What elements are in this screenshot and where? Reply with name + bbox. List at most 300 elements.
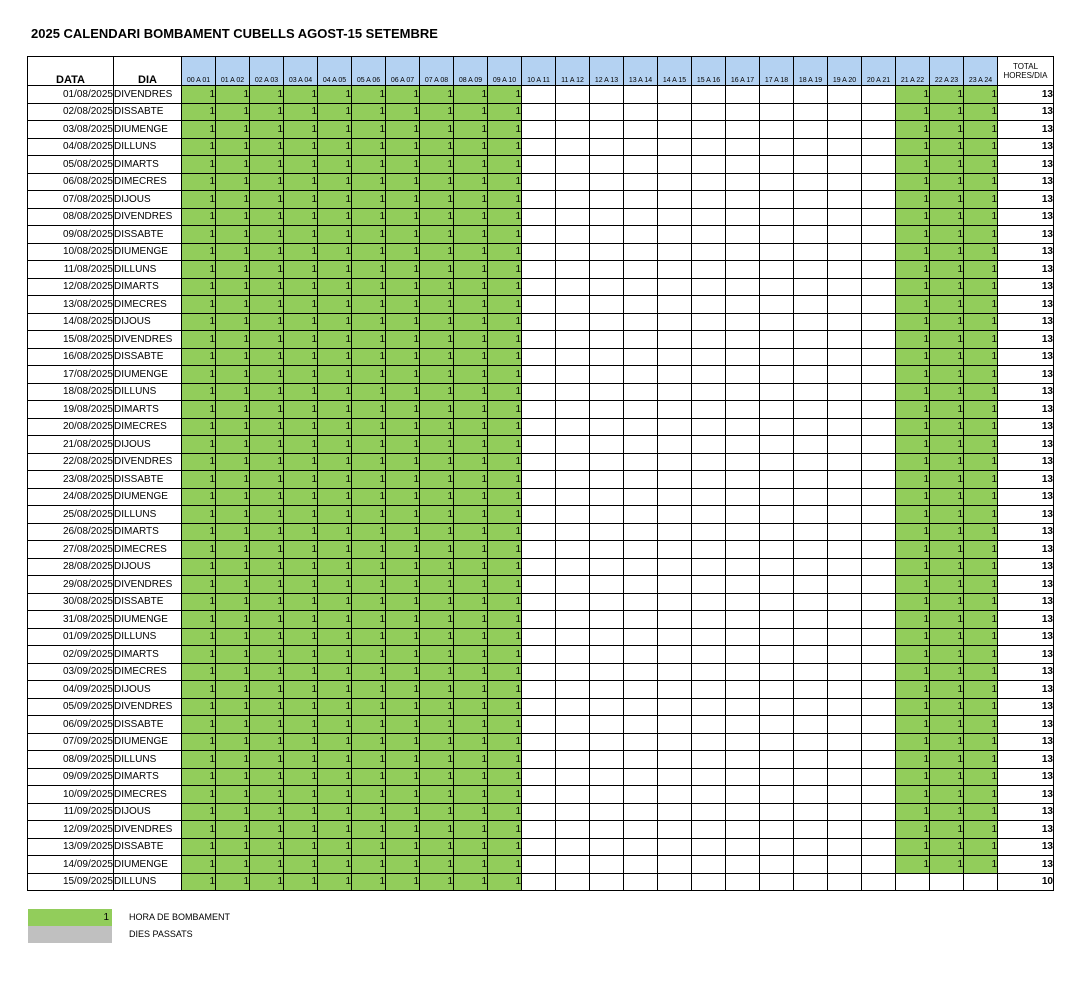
day-cell[interactable]: DIMECRES [114,418,182,436]
hour-cell[interactable]: 1 [454,646,488,664]
hour-cell[interactable]: 1 [896,646,930,664]
hour-cell[interactable] [590,331,624,349]
hour-cell[interactable] [760,751,794,769]
hour-cell[interactable] [658,541,692,559]
hour-cell[interactable]: 1 [318,348,352,366]
hour-cell[interactable]: 1 [488,593,522,611]
hour-cell[interactable]: 1 [896,681,930,699]
hour-cell[interactable] [590,103,624,121]
hour-cell[interactable] [828,401,862,419]
hour-cell[interactable]: 1 [318,716,352,734]
total-hours-cell[interactable]: 13 [998,138,1054,156]
hour-cell[interactable] [794,856,828,874]
hour-cell[interactable]: 1 [896,506,930,524]
hour-cell[interactable]: 1 [896,103,930,121]
hour-cell[interactable]: 1 [318,121,352,139]
hour-cell[interactable]: 1 [454,488,488,506]
hour-cell[interactable]: 1 [420,471,454,489]
hour-cell[interactable] [522,733,556,751]
hour-cell[interactable] [658,121,692,139]
hour-cell[interactable] [794,821,828,839]
hour-cell[interactable] [624,541,658,559]
hour-cell[interactable]: 1 [896,733,930,751]
hour-cell[interactable] [862,698,896,716]
hour-cell[interactable]: 1 [964,453,998,471]
hour-cell[interactable]: 1 [216,506,250,524]
hour-cell[interactable]: 1 [420,558,454,576]
hour-cell[interactable]: 1 [182,856,216,874]
hour-cell[interactable] [522,873,556,891]
total-hours-cell[interactable]: 13 [998,576,1054,594]
hour-cell[interactable] [556,86,590,104]
hour-cell[interactable]: 1 [930,103,964,121]
hour-cell[interactable]: 1 [182,313,216,331]
hour-cell[interactable] [794,243,828,261]
hour-cell[interactable]: 1 [454,786,488,804]
hour-cell[interactable]: 1 [930,261,964,279]
hour-cell[interactable]: 1 [454,506,488,524]
hour-cell[interactable]: 1 [352,593,386,611]
hour-cell[interactable]: 1 [930,453,964,471]
hour-cell[interactable]: 1 [454,156,488,174]
hour-cell[interactable] [828,173,862,191]
hour-cell[interactable] [624,506,658,524]
hour-cell[interactable] [794,751,828,769]
hour-cell[interactable] [726,296,760,314]
hour-cell[interactable] [862,366,896,384]
hour-cell[interactable]: 1 [284,296,318,314]
hour-cell[interactable] [828,296,862,314]
hour-cell[interactable] [522,313,556,331]
hour-cell[interactable] [522,173,556,191]
hour-cell[interactable] [692,296,726,314]
hour-cell[interactable]: 1 [284,786,318,804]
hour-cell[interactable] [828,243,862,261]
hour-cell[interactable] [726,821,760,839]
hour-cell[interactable]: 1 [284,173,318,191]
hour-cell[interactable]: 1 [930,191,964,209]
hour-cell[interactable]: 1 [250,821,284,839]
hour-cell[interactable]: 1 [284,313,318,331]
hour-cell[interactable] [590,348,624,366]
hour-cell[interactable] [760,558,794,576]
hour-cell[interactable] [590,786,624,804]
hour-cell[interactable]: 1 [284,576,318,594]
hour-cell[interactable]: 1 [964,698,998,716]
date-cell[interactable]: 12/08/2025 [28,278,114,296]
hour-cell[interactable] [522,821,556,839]
total-hours-cell[interactable]: 13 [998,366,1054,384]
hour-cell[interactable] [760,856,794,874]
hour-cell[interactable]: 1 [964,541,998,559]
hour-cell[interactable]: 1 [896,663,930,681]
hour-cell[interactable]: 1 [352,173,386,191]
hour-cell[interactable]: 1 [352,681,386,699]
hour-cell[interactable] [862,261,896,279]
hour-cell[interactable]: 1 [182,261,216,279]
hour-cell[interactable]: 1 [488,313,522,331]
hour-cell[interactable]: 1 [386,821,420,839]
hour-cell[interactable]: 1 [216,243,250,261]
hour-cell[interactable] [794,733,828,751]
day-cell[interactable]: DIVENDRES [114,453,182,471]
hour-cell[interactable]: 1 [488,523,522,541]
hour-cell[interactable]: 1 [250,751,284,769]
total-hours-cell[interactable]: 13 [998,156,1054,174]
hour-cell[interactable]: 1 [318,733,352,751]
hour-cell[interactable] [828,488,862,506]
hour-cell[interactable] [590,313,624,331]
hour-cell[interactable]: 1 [216,838,250,856]
hour-cell[interactable]: 1 [488,821,522,839]
hour-cell[interactable] [862,243,896,261]
hour-cell[interactable] [590,278,624,296]
hour-cell[interactable]: 1 [420,611,454,629]
hour-cell[interactable] [556,733,590,751]
hour-cell[interactable]: 1 [930,506,964,524]
day-cell[interactable]: DILLUNS [114,506,182,524]
hour-cell[interactable] [862,208,896,226]
hour-cell[interactable] [726,138,760,156]
hour-cell[interactable] [726,768,760,786]
hour-cell[interactable] [828,698,862,716]
hour-cell[interactable] [692,663,726,681]
hour-cell[interactable] [862,786,896,804]
hour-cell[interactable]: 1 [386,86,420,104]
hour-cell[interactable]: 1 [216,331,250,349]
day-cell[interactable]: DISSABTE [114,471,182,489]
total-hours-cell[interactable]: 13 [998,331,1054,349]
hour-cell[interactable]: 1 [182,786,216,804]
hour-cell[interactable]: 1 [352,803,386,821]
hour-cell[interactable] [590,558,624,576]
hour-cell[interactable] [658,628,692,646]
hour-cell[interactable]: 1 [896,296,930,314]
hour-cell[interactable] [794,313,828,331]
hour-cell[interactable]: 1 [930,751,964,769]
hour-cell[interactable] [828,103,862,121]
hour-cell[interactable] [760,418,794,436]
hour-cell[interactable] [760,576,794,594]
hour-cell[interactable]: 1 [352,331,386,349]
hour-cell[interactable]: 1 [352,313,386,331]
total-hours-cell[interactable]: 13 [998,523,1054,541]
hour-cell[interactable]: 1 [318,278,352,296]
hour-cell[interactable] [522,471,556,489]
hour-cell[interactable]: 1 [284,663,318,681]
hour-cell[interactable] [692,611,726,629]
hour-cell[interactable]: 1 [182,541,216,559]
hour-cell[interactable] [590,541,624,559]
hour-cell[interactable]: 1 [930,856,964,874]
hour-cell[interactable]: 1 [420,786,454,804]
hour-cell[interactable] [624,156,658,174]
date-cell[interactable]: 27/08/2025 [28,541,114,559]
total-hours-cell[interactable]: 13 [998,383,1054,401]
hour-cell[interactable] [692,523,726,541]
hour-cell[interactable] [828,453,862,471]
hour-cell[interactable] [556,768,590,786]
hour-cell[interactable] [794,138,828,156]
hour-cell[interactable] [522,681,556,699]
hour-cell[interactable] [624,208,658,226]
hour-cell[interactable] [556,296,590,314]
date-cell[interactable]: 31/08/2025 [28,611,114,629]
hour-cell[interactable]: 1 [896,278,930,296]
hour-cell[interactable]: 1 [488,576,522,594]
hour-cell[interactable]: 1 [964,121,998,139]
hour-cell[interactable] [692,348,726,366]
hour-cell[interactable] [828,751,862,769]
hour-cell[interactable] [658,576,692,594]
hour-cell[interactable] [556,103,590,121]
hour-cell[interactable]: 1 [930,366,964,384]
hour-cell[interactable]: 1 [182,663,216,681]
hour-cell[interactable] [590,873,624,891]
hour-cell[interactable]: 1 [250,226,284,244]
hour-cell[interactable]: 1 [216,751,250,769]
total-hours-cell[interactable]: 13 [998,471,1054,489]
date-cell[interactable]: 07/08/2025 [28,191,114,209]
hour-cell[interactable]: 1 [386,471,420,489]
hour-cell[interactable]: 1 [964,138,998,156]
hour-cell[interactable] [658,821,692,839]
hour-cell[interactable] [522,331,556,349]
hour-cell[interactable]: 1 [488,751,522,769]
hour-cell[interactable]: 1 [420,646,454,664]
hour-cell[interactable] [624,523,658,541]
hour-cell[interactable] [658,716,692,734]
hour-cell[interactable]: 1 [454,208,488,226]
hour-cell[interactable] [692,803,726,821]
hour-cell[interactable]: 1 [964,558,998,576]
hour-cell[interactable] [658,856,692,874]
hour-cell[interactable] [658,646,692,664]
total-hours-cell[interactable]: 13 [998,628,1054,646]
hour-cell[interactable]: 1 [896,208,930,226]
hour-cell[interactable] [794,716,828,734]
hour-cell[interactable] [828,191,862,209]
hour-cell[interactable]: 1 [930,173,964,191]
hour-cell[interactable] [726,366,760,384]
hour-cell[interactable]: 1 [964,751,998,769]
date-cell[interactable]: 29/08/2025 [28,576,114,594]
hour-cell[interactable]: 1 [250,663,284,681]
hour-cell[interactable]: 1 [488,121,522,139]
hour-cell[interactable] [658,838,692,856]
hour-cell[interactable] [760,628,794,646]
hour-cell[interactable] [522,261,556,279]
hour-cell[interactable]: 1 [284,138,318,156]
date-cell[interactable]: 14/08/2025 [28,313,114,331]
hour-cell[interactable]: 1 [454,243,488,261]
hour-cell[interactable] [556,226,590,244]
date-cell[interactable]: 06/08/2025 [28,173,114,191]
total-hours-cell[interactable]: 13 [998,506,1054,524]
hour-cell[interactable] [828,768,862,786]
hour-cell[interactable]: 1 [352,226,386,244]
date-cell[interactable]: 25/08/2025 [28,506,114,524]
hour-cell[interactable]: 1 [454,873,488,891]
hour-cell[interactable] [726,803,760,821]
hour-cell[interactable] [862,593,896,611]
hour-cell[interactable]: 1 [250,768,284,786]
hour-cell[interactable] [760,803,794,821]
hour-cell[interactable]: 1 [386,873,420,891]
hour-cell[interactable] [794,786,828,804]
hour-cell[interactable]: 1 [896,383,930,401]
hour-cell[interactable]: 1 [488,768,522,786]
hour-cell[interactable] [828,366,862,384]
hour-cell[interactable] [760,453,794,471]
hour-cell[interactable]: 1 [250,838,284,856]
hour-cell[interactable]: 1 [182,103,216,121]
hour-cell[interactable] [794,628,828,646]
hour-cell[interactable]: 1 [318,646,352,664]
hour-cell[interactable] [590,628,624,646]
hour-cell[interactable]: 1 [216,821,250,839]
hour-cell[interactable]: 1 [216,86,250,104]
hour-cell[interactable]: 1 [182,366,216,384]
hour-cell[interactable] [828,838,862,856]
hour-cell[interactable] [794,191,828,209]
date-cell[interactable]: 03/08/2025 [28,121,114,139]
hour-cell[interactable]: 1 [964,768,998,786]
hour-cell[interactable]: 1 [182,208,216,226]
hour-cell[interactable]: 1 [284,733,318,751]
day-cell[interactable]: DIJOUS [114,313,182,331]
date-cell[interactable]: 08/09/2025 [28,751,114,769]
hour-cell[interactable]: 1 [284,768,318,786]
hour-cell[interactable]: 1 [488,558,522,576]
hour-cell[interactable]: 1 [386,348,420,366]
hour-cell[interactable]: 1 [352,558,386,576]
hour-cell[interactable] [590,488,624,506]
total-hours-cell[interactable]: 13 [998,418,1054,436]
hour-cell[interactable] [556,838,590,856]
hour-cell[interactable]: 1 [386,803,420,821]
date-cell[interactable]: 04/09/2025 [28,681,114,699]
hour-cell[interactable]: 1 [318,541,352,559]
hour-cell[interactable]: 1 [216,733,250,751]
hour-cell[interactable] [692,366,726,384]
hour-cell[interactable] [624,681,658,699]
hour-cell[interactable]: 1 [964,838,998,856]
day-cell[interactable]: DIMARTS [114,523,182,541]
hour-cell[interactable]: 1 [964,103,998,121]
hour-cell[interactable] [556,331,590,349]
hour-cell[interactable] [794,208,828,226]
hour-cell[interactable]: 1 [250,698,284,716]
hour-cell[interactable] [556,821,590,839]
hour-cell[interactable]: 1 [284,593,318,611]
hour-cell[interactable]: 1 [284,243,318,261]
hour-cell[interactable] [760,646,794,664]
total-hours-cell[interactable]: 13 [998,243,1054,261]
day-cell[interactable]: DIMECRES [114,296,182,314]
hour-cell[interactable]: 1 [182,348,216,366]
hour-cell[interactable]: 1 [250,331,284,349]
hour-cell[interactable] [862,873,896,891]
hour-cell[interactable] [930,873,964,891]
hour-cell[interactable]: 1 [964,436,998,454]
hour-cell[interactable]: 1 [352,646,386,664]
hour-cell[interactable] [556,173,590,191]
hour-cell[interactable]: 1 [284,541,318,559]
hour-cell[interactable]: 1 [352,611,386,629]
hour-cell[interactable]: 1 [216,786,250,804]
hour-cell[interactable]: 1 [216,401,250,419]
date-cell[interactable]: 02/09/2025 [28,646,114,664]
hour-cell[interactable]: 1 [488,191,522,209]
hour-cell[interactable] [862,401,896,419]
hour-cell[interactable] [692,786,726,804]
hour-cell[interactable]: 1 [420,751,454,769]
hour-cell[interactable] [624,471,658,489]
hour-cell[interactable] [862,733,896,751]
hour-cell[interactable]: 1 [216,436,250,454]
hour-cell[interactable] [862,121,896,139]
hour-cell[interactable] [726,506,760,524]
hour-cell[interactable]: 1 [352,786,386,804]
hour-cell[interactable] [726,348,760,366]
hour-cell[interactable] [726,856,760,874]
hour-cell[interactable]: 1 [964,663,998,681]
hour-cell[interactable] [624,768,658,786]
hour-cell[interactable] [624,856,658,874]
hour-cell[interactable]: 1 [930,716,964,734]
hour-cell[interactable] [658,296,692,314]
hour-cell[interactable]: 1 [352,488,386,506]
total-hours-cell[interactable]: 13 [998,646,1054,664]
hour-cell[interactable]: 1 [420,576,454,594]
date-cell[interactable]: 05/09/2025 [28,698,114,716]
hour-cell[interactable]: 1 [930,803,964,821]
hour-cell[interactable]: 1 [250,453,284,471]
hour-cell[interactable] [522,663,556,681]
hour-cell[interactable] [522,138,556,156]
hour-cell[interactable]: 1 [250,786,284,804]
hour-cell[interactable] [556,488,590,506]
hour-cell[interactable]: 1 [454,541,488,559]
hour-cell[interactable]: 1 [216,261,250,279]
hour-cell[interactable]: 1 [318,156,352,174]
hour-cell[interactable]: 1 [182,523,216,541]
total-hours-cell[interactable]: 13 [998,768,1054,786]
day-cell[interactable]: DISSABTE [114,348,182,366]
hour-cell[interactable]: 1 [488,296,522,314]
hour-cell[interactable]: 1 [420,593,454,611]
hour-cell[interactable]: 1 [420,681,454,699]
hour-cell[interactable] [862,453,896,471]
hour-cell[interactable] [794,261,828,279]
hour-cell[interactable] [726,471,760,489]
hour-cell[interactable]: 1 [964,593,998,611]
hour-cell[interactable] [794,436,828,454]
hour-cell[interactable]: 1 [420,401,454,419]
day-cell[interactable]: DIUMENGE [114,733,182,751]
hour-cell[interactable]: 1 [930,156,964,174]
hour-cell[interactable]: 1 [386,226,420,244]
hour-cell[interactable]: 1 [284,261,318,279]
hour-cell[interactable]: 1 [896,121,930,139]
hour-cell[interactable]: 1 [454,226,488,244]
day-cell[interactable]: DIUMENGE [114,366,182,384]
hour-cell[interactable]: 1 [284,751,318,769]
hour-cell[interactable] [658,226,692,244]
date-cell[interactable]: 19/08/2025 [28,401,114,419]
hour-cell[interactable]: 1 [352,383,386,401]
